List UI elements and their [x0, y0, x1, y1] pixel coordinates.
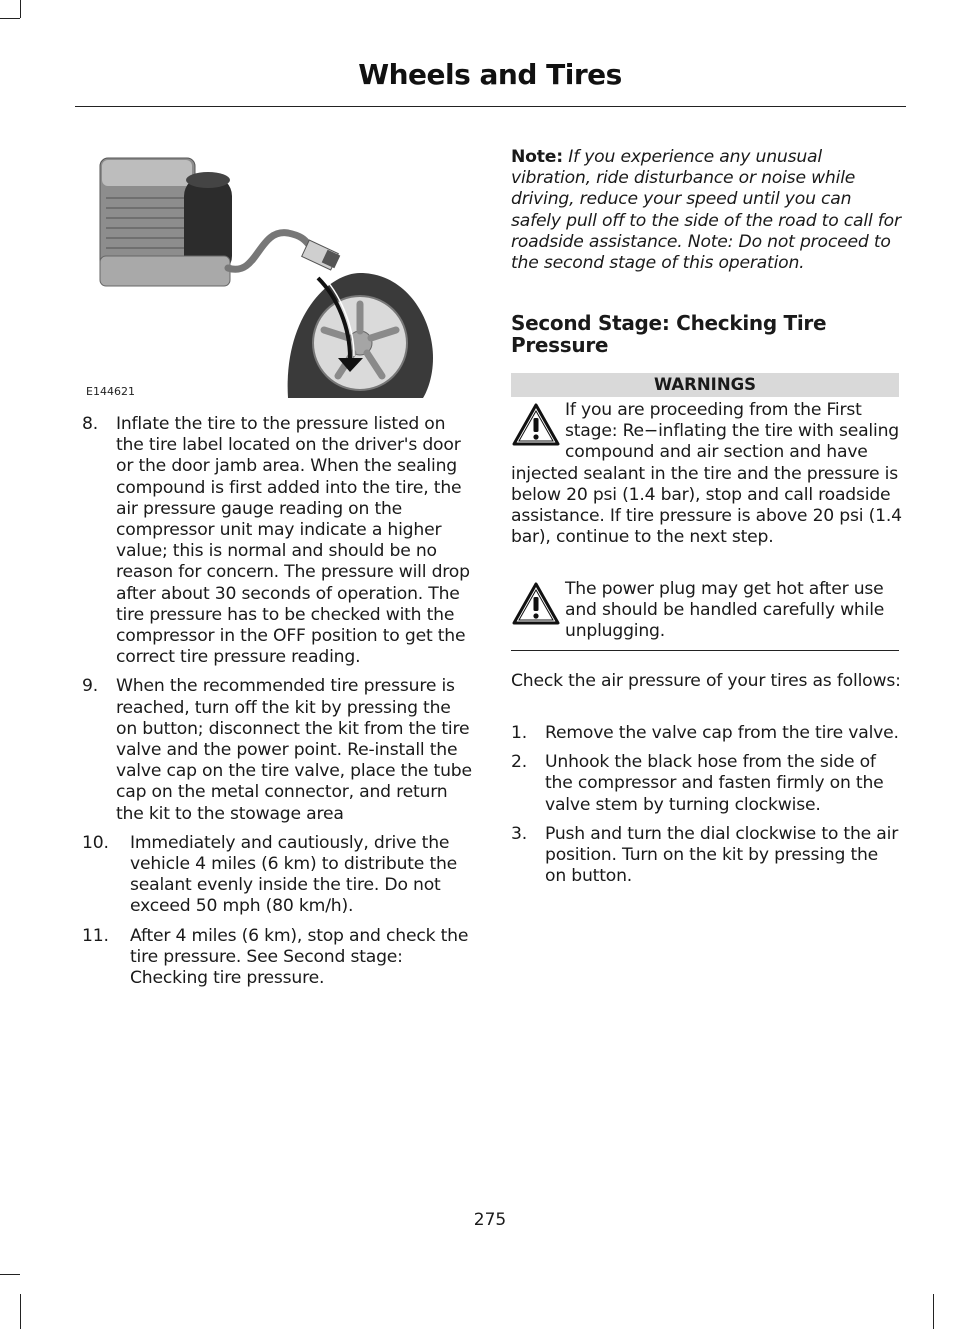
warning-item: [511, 579, 903, 643]
warning-text: The power plug may get hot after use and should be handled carefully while unplugging.: [565, 579, 885, 642]
warning-item: [511, 400, 903, 548]
page-title: Wheels and Tires: [358, 58, 622, 91]
list-item: [511, 723, 903, 744]
step-number: 10.: [82, 832, 109, 853]
step-number: 11.: [82, 925, 109, 946]
warning-text: If you are proceeding from the First stage: Re−inflating the tire with sealing compound and air section and have injected sealant in the tire and the pressure is below 20 psi (1.4 bar), stop and call roadside assistance. If tire pressure is above 20 psi (1.4 bar), continue to the next step.: [511, 400, 902, 548]
intro-paragraph: Check the air pressure of your tires as follows:: [511, 671, 901, 691]
list-item: [82, 414, 474, 668]
warnings-heading: WARNINGS: [511, 373, 899, 397]
header-divider: [75, 106, 906, 107]
step-text: Inflate the tire to the pressure listed on the tire label located on the driver's door or the door jamb area. When the sealing compound is first added into the tire, the air pressure gauge reading on the compressor unit may indicate a higher value; this is normal and should be no reason for concern. The pressure will drop after about 30 seconds of operation. The tire pressure has to be checked with the compressor in the OFF position to get the correct tire pressure reading.: [116, 414, 470, 668]
list-item: [511, 752, 903, 816]
warning-triangle-icon: [511, 402, 561, 448]
crop-mark: [0, 18, 20, 19]
list-item: [511, 824, 903, 888]
page-number: 275: [473, 1210, 507, 1230]
left-steps-list: [82, 414, 474, 997]
step-number: 2.: [511, 752, 527, 773]
right-steps-list: [511, 723, 903, 895]
crop-mark: [20, 1294, 21, 1329]
note-text: If you experience any unusual vibration, ride disturbance or noise while driving, reduce your speed until you can safely pull off to the side of the road to call for roadside assistance. Note: Do not proceed to the second stage of this operation.: [511, 147, 901, 274]
step-number: 8.: [82, 414, 98, 434]
step-text: Immediately and cautiously, drive the vehicle 4 miles (6 km) to distribute the sealant evenly inside the tire. Do not exceed 50 mph (80 km/h).: [130, 832, 458, 917]
step-text: When the recommended tire pressure is reached, turn off the kit by pressing the on button; disconnect the kit from the tire valve and the power point. Re-install the valve cap on the tire valve, place the tube cap on the metal connector, and return the kit to the stowage area: [116, 676, 472, 824]
crop-mark: [933, 1294, 934, 1329]
step-number: 1.: [511, 723, 527, 743]
tire-compressor-illustration: [88, 148, 438, 403]
step-text: After 4 miles (6 km), stop and check the tire pressure. See Second stage: Checking tire pressure.: [130, 925, 469, 989]
section-heading: Second Stage: Checking Tire Pressure: [511, 311, 827, 357]
step-text: Unhook the black hose from the side of the compressor and fasten firmly on the valve stem by turning clockwise.: [545, 752, 884, 815]
step-number: 3.: [511, 823, 527, 844]
step-text: Remove the valve cap from the tire valve.: [545, 723, 899, 743]
crop-mark: [20, 0, 21, 18]
warning-triangle-icon: [511, 581, 561, 627]
figure-code: E144621: [86, 385, 135, 398]
step-number: 9.: [82, 676, 98, 697]
list-item: [82, 676, 474, 824]
step-text: Push and turn the dial clockwise to the air position. Turn on the kit by pressing the on button.: [545, 823, 899, 887]
list-item: [82, 833, 474, 918]
list-item: [82, 926, 474, 990]
note-paragraph: [511, 147, 903, 274]
warnings-divider: [511, 650, 899, 651]
note-label: Note:: [511, 147, 563, 167]
crop-mark: [0, 1274, 20, 1275]
